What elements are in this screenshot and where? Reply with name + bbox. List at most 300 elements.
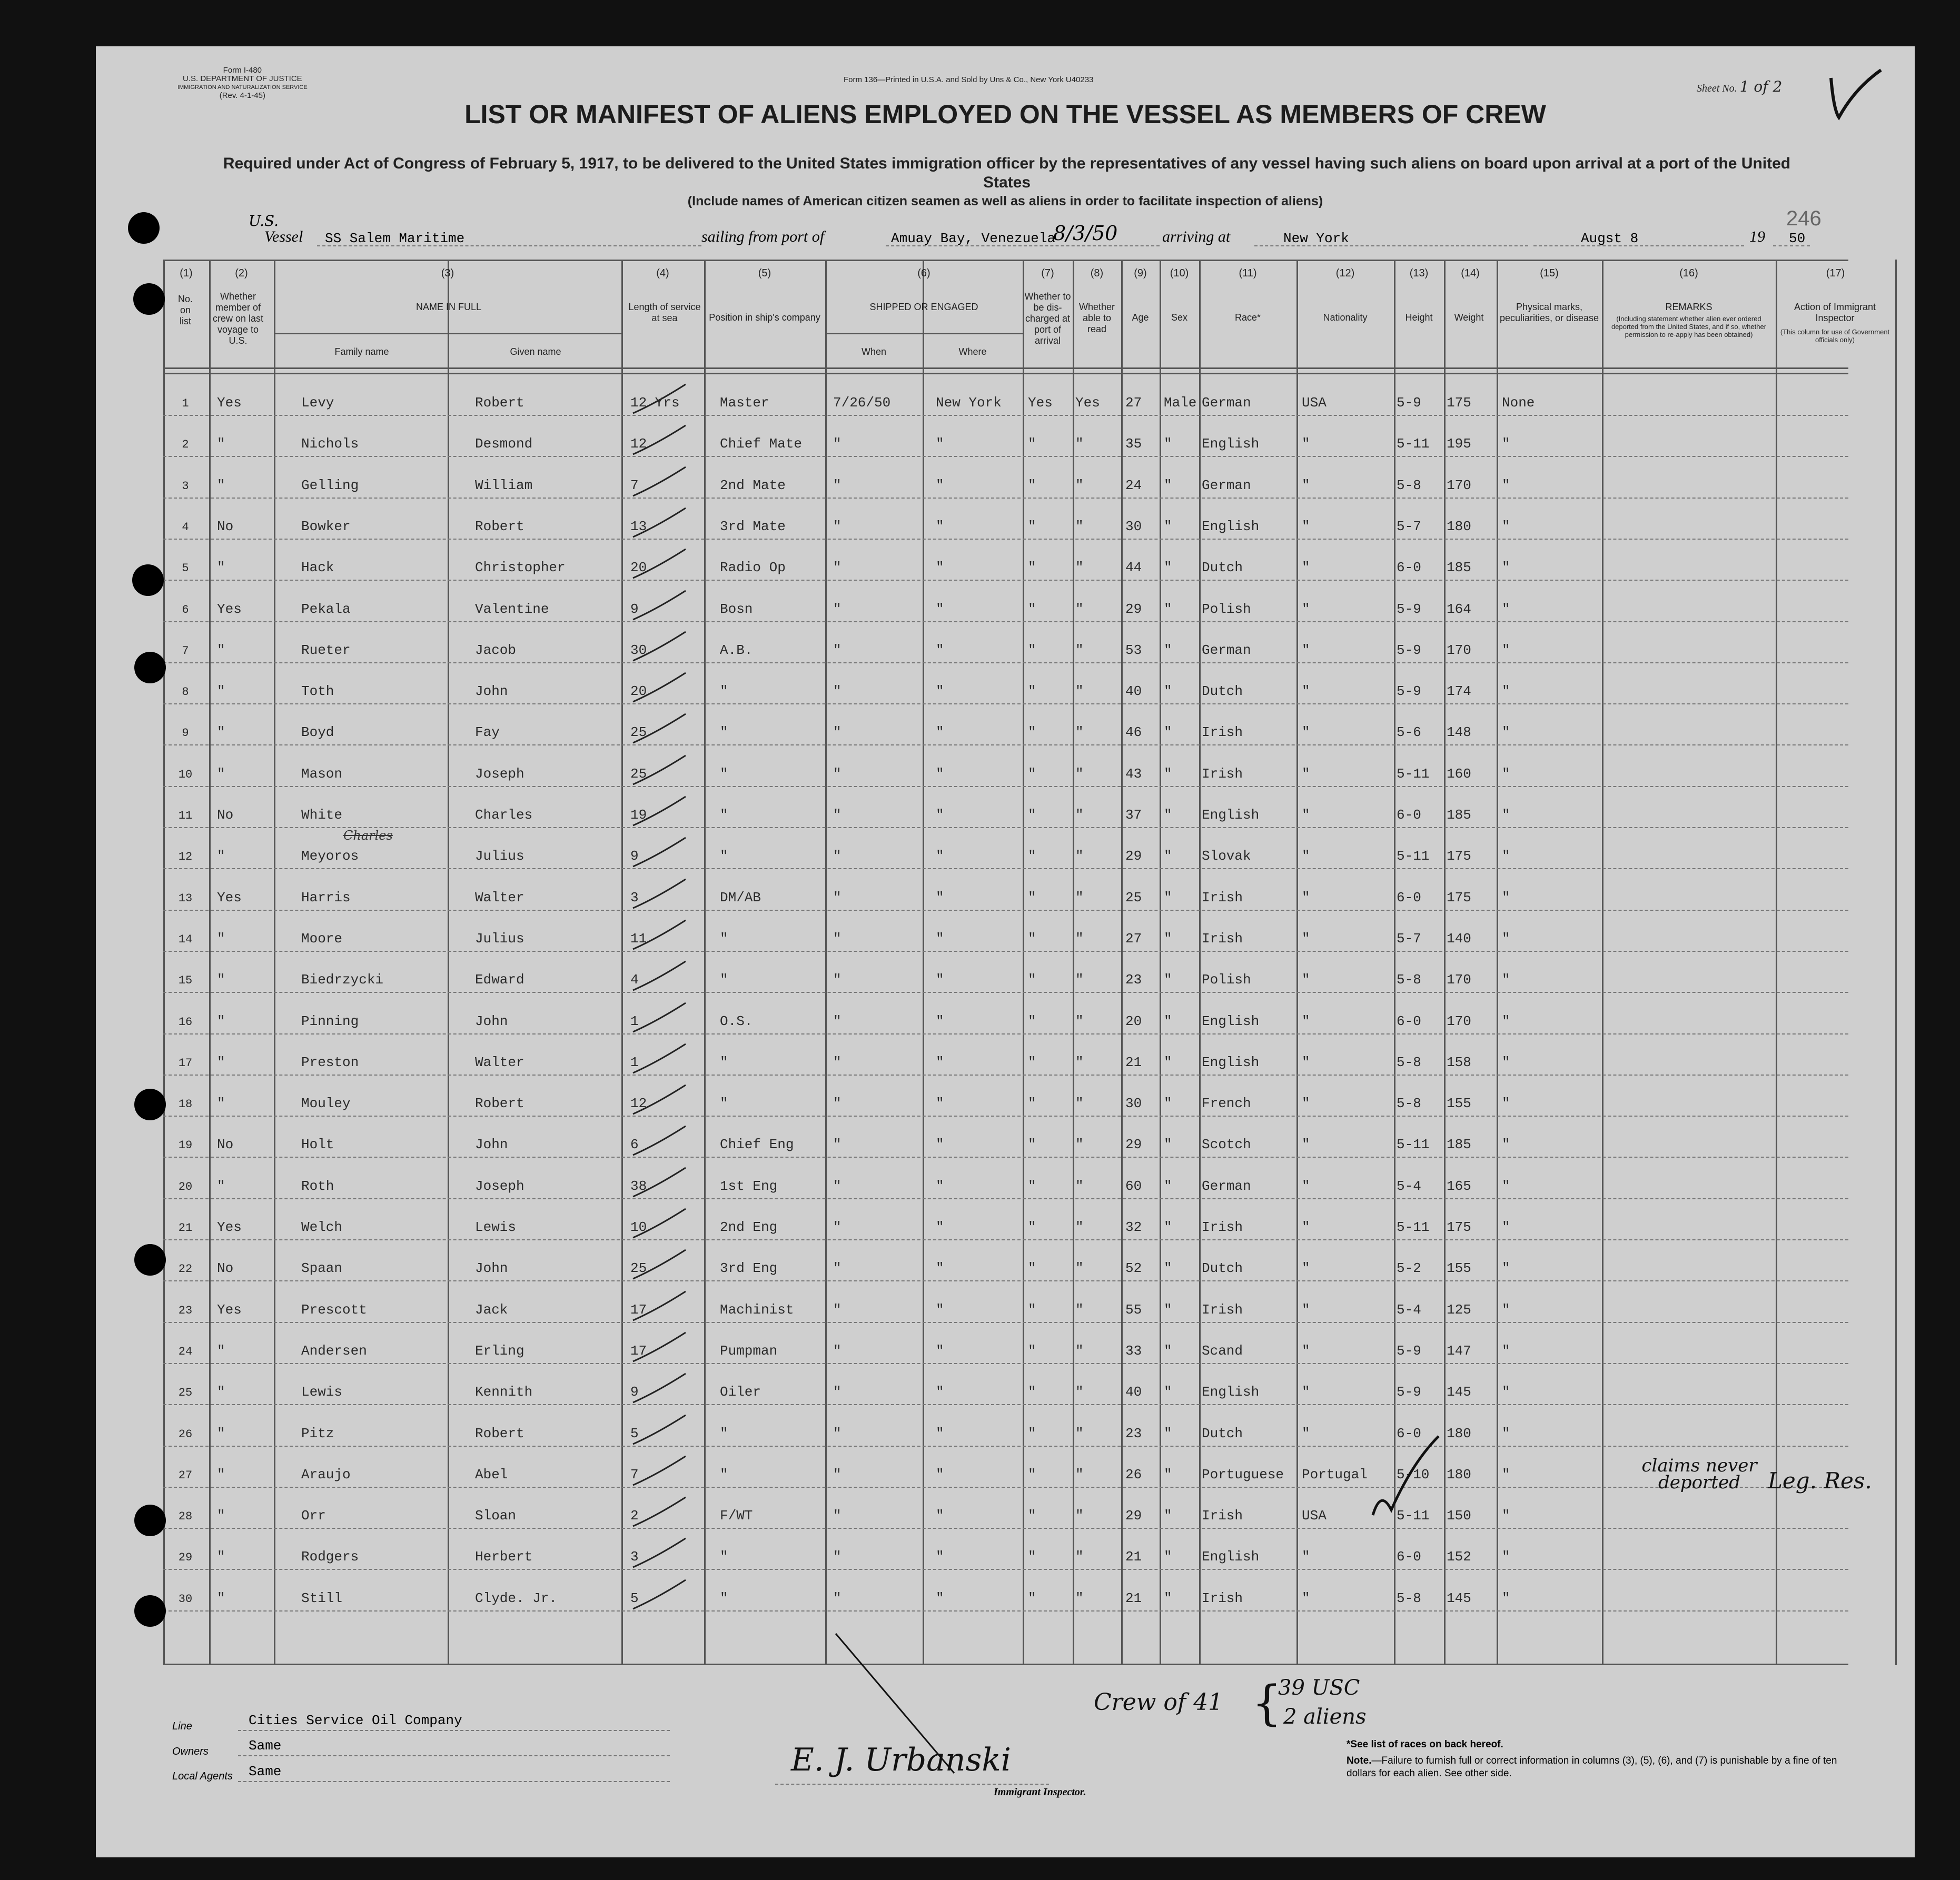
column-rule xyxy=(163,260,165,1665)
cell-disch: " xyxy=(1028,1055,1036,1070)
form-id: Form I-480 xyxy=(223,66,262,75)
cell-n: 4 xyxy=(182,521,189,534)
cell-when: " xyxy=(833,848,842,864)
cell-n: 1 xyxy=(182,397,189,410)
punch-hole xyxy=(133,283,165,315)
cell-service: 5 xyxy=(630,1590,639,1606)
cell-family: Mouley xyxy=(301,1096,351,1111)
cell-race: Portuguese xyxy=(1202,1467,1284,1483)
cell-sex: " xyxy=(1164,848,1172,864)
cell-when: " xyxy=(833,683,842,699)
cell-race: English xyxy=(1202,519,1260,534)
cell-service: 12 xyxy=(630,436,647,452)
cell-sex: " xyxy=(1164,1219,1172,1235)
cell-marks: " xyxy=(1502,683,1510,699)
cell-race: Irish xyxy=(1202,1302,1243,1318)
cell-sex: " xyxy=(1164,1549,1172,1565)
cell-sex: Male xyxy=(1164,395,1197,411)
cell-given: Lewis xyxy=(475,1219,517,1235)
cell-read: " xyxy=(1075,807,1084,823)
cell-nat: " xyxy=(1302,436,1310,452)
cell-read: " xyxy=(1075,1590,1084,1606)
cell-age: 37 xyxy=(1125,807,1142,823)
cell-weight: 175 xyxy=(1447,848,1471,864)
cell-sex: " xyxy=(1164,642,1172,658)
cell-given: John xyxy=(475,683,508,699)
row-rule xyxy=(163,910,1848,911)
cell-family: Welch xyxy=(301,1219,343,1235)
cell-marks: " xyxy=(1502,436,1510,452)
cell-n: 21 xyxy=(178,1221,193,1235)
cell-service: 9 xyxy=(630,601,639,617)
cell-last: " xyxy=(217,1013,225,1029)
cell-age: 55 xyxy=(1125,1302,1142,1318)
cell-age: 25 xyxy=(1125,890,1142,906)
cell-service: 17 xyxy=(630,1302,647,1318)
service-check-stroke xyxy=(630,1495,688,1531)
cell-read: " xyxy=(1075,848,1084,864)
cell-read: " xyxy=(1075,1219,1084,1235)
cell-family: Still xyxy=(301,1590,343,1606)
column-rule xyxy=(1296,260,1298,1665)
cell-given: Joseph xyxy=(475,766,524,782)
cell-family: Pitz xyxy=(301,1426,334,1441)
punch-hole xyxy=(134,1595,166,1627)
cell-family: Preston xyxy=(301,1055,359,1070)
cell-disch: " xyxy=(1028,436,1036,452)
cell-weight: 175 xyxy=(1447,890,1471,906)
cell-nat: " xyxy=(1302,1219,1310,1235)
cell-given: John xyxy=(475,1137,508,1152)
cell-position: Pumpman xyxy=(720,1343,778,1359)
cell-age: 30 xyxy=(1125,519,1142,534)
cell-weight: 158 xyxy=(1447,1055,1471,1070)
row-rule xyxy=(163,744,1848,745)
cell-given: Abel xyxy=(475,1467,508,1483)
cell-sex: " xyxy=(1164,724,1172,740)
cell-service: 30 xyxy=(630,642,647,658)
cell-nat: " xyxy=(1302,519,1310,534)
cell-weight: 147 xyxy=(1447,1343,1471,1359)
cell-weight: 174 xyxy=(1447,683,1471,699)
cell-position: " xyxy=(720,683,728,699)
cell-given: Charles xyxy=(475,807,533,823)
cell-position: " xyxy=(720,1467,728,1483)
cell-family: Pekala xyxy=(301,601,351,617)
cell-last: " xyxy=(217,478,225,493)
cell-service: 17 xyxy=(630,1343,647,1359)
cell-n: 16 xyxy=(178,1016,193,1029)
cell-marks: " xyxy=(1502,478,1510,493)
column-number: (3) xyxy=(441,267,454,279)
cell-service: 1 xyxy=(630,1055,639,1070)
col13-header: Height xyxy=(1405,312,1433,323)
cell-n: 15 xyxy=(178,974,193,987)
row-rule xyxy=(163,1116,1848,1117)
cell-family: Bowker xyxy=(301,519,351,534)
row-rule xyxy=(163,539,1848,540)
column-number: (12) xyxy=(1335,267,1355,279)
cell-service: 7 xyxy=(630,478,639,493)
service-check-stroke xyxy=(630,1371,688,1408)
cell-position: 2nd Mate xyxy=(720,478,786,493)
cell-sex: " xyxy=(1164,1384,1172,1400)
revision: (Rev. 4-1-45) xyxy=(219,91,265,100)
cell-nat: " xyxy=(1302,1384,1310,1400)
cell-when: " xyxy=(833,931,842,947)
cell-height: 6-0 xyxy=(1397,1426,1421,1441)
cell-n: 3 xyxy=(182,480,189,493)
cell-weight: 148 xyxy=(1447,724,1471,740)
column-rule xyxy=(448,260,449,1665)
cell-age: 29 xyxy=(1125,848,1142,864)
cell-given: Fay xyxy=(475,724,500,740)
cell-last: No xyxy=(217,1260,234,1276)
row-rule xyxy=(163,827,1848,828)
cell-position: Chief Eng xyxy=(720,1137,794,1152)
cell-race: Dutch xyxy=(1202,560,1243,575)
cell-age: 53 xyxy=(1125,642,1142,658)
cell-where: " xyxy=(936,1260,944,1276)
cell-when: " xyxy=(833,1467,842,1483)
service-check-stroke xyxy=(630,835,688,872)
cell-race: Irish xyxy=(1202,1508,1243,1524)
col1-header: No. on list xyxy=(177,294,193,326)
cell-given: Joseph xyxy=(475,1178,524,1194)
cell-last: No xyxy=(217,519,234,534)
column-number: (10) xyxy=(1170,267,1189,279)
cell-given: Julius xyxy=(475,931,524,947)
cell-age: 20 xyxy=(1125,1013,1142,1029)
cell-sex: " xyxy=(1164,1178,1172,1194)
crew-of: Crew of 41 xyxy=(1094,1689,1223,1716)
cell-when: " xyxy=(833,1508,842,1524)
line-label: Line xyxy=(172,1720,192,1732)
cell-last: Yes xyxy=(217,601,242,617)
cell-disch: " xyxy=(1028,972,1036,988)
cell-disch: " xyxy=(1028,601,1036,617)
cell-n: 24 xyxy=(178,1345,193,1358)
cell-where: " xyxy=(936,766,944,782)
col17-note: (This column for use of Government officials only) xyxy=(1780,328,1890,344)
cell-disch: " xyxy=(1028,1467,1036,1483)
service-check-stroke xyxy=(630,959,688,996)
inspector-signature: E. J. Urbanski xyxy=(791,1742,1011,1778)
cell-given: Desmond xyxy=(475,436,533,452)
cell-nat: Portugal xyxy=(1302,1467,1368,1483)
cell-sex: " xyxy=(1164,931,1172,947)
cell-last: No xyxy=(217,1137,234,1152)
cell-family: Rueter xyxy=(301,642,351,658)
cell-where: " xyxy=(936,931,944,947)
cell-position: Machinist xyxy=(720,1302,794,1318)
cell-age: 21 xyxy=(1125,1590,1142,1606)
cell-race: Scand xyxy=(1202,1343,1243,1359)
col2-header: Whether member of crew on last voyage to U.S. xyxy=(212,291,264,346)
cell-when: " xyxy=(833,1219,842,1235)
cell-where: " xyxy=(936,1384,944,1400)
cell-last: Yes xyxy=(217,890,242,906)
row-rule xyxy=(163,1033,1848,1035)
cell-last: " xyxy=(217,931,225,947)
cell-position: 1st Eng xyxy=(720,1178,778,1194)
punch-hole xyxy=(134,1244,166,1276)
cell-disch: " xyxy=(1028,642,1036,658)
cell-nat: " xyxy=(1302,890,1310,906)
column-rule xyxy=(704,260,706,1665)
col3b-header: Given name xyxy=(510,346,561,357)
column-number: (5) xyxy=(758,267,771,279)
cell-race: English xyxy=(1202,1013,1260,1029)
punch-hole xyxy=(134,652,166,683)
col15-header: Physical marks, peculiarities, or disease xyxy=(1499,302,1599,323)
owners-label: Owners xyxy=(172,1746,209,1757)
cell-position: " xyxy=(720,931,728,947)
cell-where: " xyxy=(936,1219,944,1235)
cell-when: " xyxy=(833,601,842,617)
cell-weight: 185 xyxy=(1447,560,1471,575)
cell-sex: " xyxy=(1164,1260,1172,1276)
cell-where: New York xyxy=(936,395,1002,411)
row-rule xyxy=(163,786,1848,787)
cell-where: " xyxy=(936,560,944,575)
col6b-header: Where xyxy=(958,346,987,357)
cell-disch: " xyxy=(1028,1426,1036,1441)
line-value: Cities Service Oil Company xyxy=(249,1713,462,1728)
cell-marks: None xyxy=(1502,395,1535,411)
cell-read: " xyxy=(1075,1178,1084,1194)
cell-when: " xyxy=(833,436,842,452)
row-rule xyxy=(163,621,1848,622)
arriving-port: New York xyxy=(1283,231,1349,246)
cell-position: " xyxy=(720,972,728,988)
cell-race: Scotch xyxy=(1202,1137,1251,1152)
cell-read: " xyxy=(1075,1013,1084,1029)
row-rule xyxy=(163,1280,1848,1281)
row-rule xyxy=(163,1198,1848,1199)
cell-given: Walter xyxy=(475,890,524,906)
column-number: (2) xyxy=(235,267,248,279)
cell-where: " xyxy=(936,1096,944,1111)
cell-last: " xyxy=(217,1096,225,1111)
service-check-stroke xyxy=(630,1041,688,1078)
col9-header: Age xyxy=(1132,312,1149,323)
cell-age: 23 xyxy=(1125,972,1142,988)
cell-when: " xyxy=(833,1343,842,1359)
cell-age: 27 xyxy=(1125,931,1142,947)
cell-height: 6-0 xyxy=(1397,807,1421,823)
cell-sex: " xyxy=(1164,1590,1172,1606)
cell-height: 5-2 xyxy=(1397,1260,1421,1276)
cell-marks: " xyxy=(1502,766,1510,782)
cell-position: Bosn xyxy=(720,601,753,617)
cell-service: 12 Yrs xyxy=(630,395,680,411)
cell-race: Irish xyxy=(1202,1590,1243,1606)
cell-last: " xyxy=(217,1549,225,1565)
cell-n: 25 xyxy=(178,1386,193,1399)
cell-weight: 170 xyxy=(1447,1013,1471,1029)
cell-n: 12 xyxy=(178,850,193,863)
row-rule xyxy=(163,1446,1848,1447)
cell-weight: 175 xyxy=(1447,1219,1471,1235)
cell-read: " xyxy=(1075,1384,1084,1400)
cell-race: English xyxy=(1202,1055,1260,1070)
sail-date: 8/3/50 xyxy=(1053,222,1118,245)
cell-weight: 125 xyxy=(1447,1302,1471,1318)
cell-given: Robert xyxy=(475,519,524,534)
column-number: (4) xyxy=(656,267,669,279)
cell-given: Robert xyxy=(475,395,524,411)
cell-read: " xyxy=(1075,436,1084,452)
service-check-stroke xyxy=(630,877,688,913)
row-rule xyxy=(163,580,1848,581)
cell-marks: " xyxy=(1502,1013,1510,1029)
cell-when: " xyxy=(833,478,842,493)
cell-last: " xyxy=(217,1426,225,1441)
cell-family: Mason xyxy=(301,766,343,782)
cell-age: 33 xyxy=(1125,1343,1142,1359)
cell-sex: " xyxy=(1164,601,1172,617)
cell-disch: " xyxy=(1028,683,1036,699)
cell-age: 21 xyxy=(1125,1549,1142,1565)
cell-marks: " xyxy=(1502,1055,1510,1070)
cell-family: Boyd xyxy=(301,724,334,740)
year: 50 xyxy=(1789,231,1806,246)
sheet-number xyxy=(1697,78,1782,95)
cell-sex: " xyxy=(1164,1426,1172,1441)
cell-read: Yes xyxy=(1075,395,1100,411)
column-rule xyxy=(1160,260,1161,1665)
cell-last: " xyxy=(217,848,225,864)
cell-family: Spaan xyxy=(301,1260,343,1276)
cell-sex: " xyxy=(1164,807,1172,823)
cell-position: DM/AB xyxy=(720,890,761,906)
cell-disch: Yes xyxy=(1028,395,1053,411)
cell-where: " xyxy=(936,1302,944,1318)
service-check-stroke xyxy=(630,464,688,501)
cell-disch: " xyxy=(1028,1302,1036,1318)
cell-nat: USA xyxy=(1302,395,1327,411)
punch-hole xyxy=(132,564,164,596)
cell-height: 5-7 xyxy=(1397,519,1421,534)
row-rule xyxy=(163,415,1848,416)
cell-height: 6-0 xyxy=(1397,1549,1421,1565)
column-rule xyxy=(1121,260,1123,1665)
cell-marks: " xyxy=(1502,724,1510,740)
cell-given: Clyde. Jr. xyxy=(475,1590,558,1606)
col4-header: Length of service at sea xyxy=(628,302,701,323)
cell-nat: " xyxy=(1302,1302,1310,1318)
cell-disch: " xyxy=(1028,766,1036,782)
cell-disch: " xyxy=(1028,1384,1036,1400)
cell-read: " xyxy=(1075,1426,1084,1441)
cell-last: " xyxy=(217,1343,225,1359)
service-check-stroke xyxy=(630,588,688,625)
cell-family: Prescott xyxy=(301,1302,367,1318)
cell-family: Gelling xyxy=(301,478,359,493)
cell-read: " xyxy=(1075,1096,1084,1111)
cell-when: " xyxy=(833,1384,842,1400)
note-label: Note. xyxy=(1347,1755,1372,1766)
cell-disch: " xyxy=(1028,1590,1036,1606)
cell-read: " xyxy=(1075,972,1084,988)
cell-nat: " xyxy=(1302,1549,1310,1565)
cell-race: Polish xyxy=(1202,601,1251,617)
column-rule xyxy=(1023,260,1024,1665)
cell-service: 13 xyxy=(630,519,647,534)
row-rule xyxy=(163,498,1848,499)
cell-where: " xyxy=(936,519,944,534)
cell-when: " xyxy=(833,1178,842,1194)
agents-label: Local Agents xyxy=(172,1770,233,1782)
cell-n: 20 xyxy=(178,1180,193,1193)
punch-hole xyxy=(128,212,160,244)
cell-disch: " xyxy=(1028,1178,1036,1194)
cell-last: " xyxy=(217,1467,225,1483)
cell-height: 5-9 xyxy=(1397,1384,1421,1400)
arrival-date: Augst 8 xyxy=(1581,231,1639,246)
cell-sex: " xyxy=(1164,1467,1172,1483)
col12-header: Nationality xyxy=(1323,312,1368,323)
cell-nat: " xyxy=(1302,1055,1310,1070)
cell-given: Herbert xyxy=(475,1549,533,1565)
cell-position: " xyxy=(720,1055,728,1070)
cell-marks: " xyxy=(1502,519,1510,534)
cell-read: " xyxy=(1075,931,1084,947)
action-27: Leg. Res. xyxy=(1768,1468,1872,1494)
cell-marks: " xyxy=(1502,1178,1510,1194)
cell-where: " xyxy=(936,1467,944,1483)
cell-last: " xyxy=(217,1178,225,1194)
cell-service: 38 xyxy=(630,1178,647,1194)
cell-position: " xyxy=(720,1426,728,1441)
cell-disch: " xyxy=(1028,1508,1036,1524)
cell-sex: " xyxy=(1164,766,1172,782)
form-id-block xyxy=(177,66,308,100)
cell-where: " xyxy=(936,1055,944,1070)
column-rule xyxy=(1444,260,1446,1665)
cell-disch: " xyxy=(1028,1137,1036,1152)
column-rule xyxy=(825,260,827,1665)
cell-nat: USA xyxy=(1302,1508,1327,1524)
cell-n: 28 xyxy=(178,1510,193,1523)
cell-position: 3rd Eng xyxy=(720,1260,778,1276)
cell-position: " xyxy=(720,1590,728,1606)
cell-service: 7 xyxy=(630,1467,639,1483)
cell-family: Holt xyxy=(301,1137,334,1152)
cell-weight: 155 xyxy=(1447,1260,1471,1276)
cell-where: " xyxy=(936,724,944,740)
cell-sex: " xyxy=(1164,560,1172,575)
cell-last: " xyxy=(217,560,225,575)
cell-age: 30 xyxy=(1125,1096,1142,1111)
cell-when: " xyxy=(833,560,842,575)
stamp-number: 246 xyxy=(1786,207,1822,230)
cell-sex: " xyxy=(1164,1302,1172,1318)
column-number: (17) xyxy=(1826,267,1845,279)
cell-given: Sloan xyxy=(475,1508,517,1524)
cell-read: " xyxy=(1075,766,1084,782)
cell-service: 3 xyxy=(630,1549,639,1565)
cell-disch: " xyxy=(1028,1343,1036,1359)
cell-race: French xyxy=(1202,1096,1251,1111)
service-check-stroke xyxy=(630,1123,688,1160)
service: IMMIGRATION AND NATURALIZATION SERVICE xyxy=(177,84,308,91)
cell-height: 5-11 xyxy=(1397,436,1430,452)
column-number: (14) xyxy=(1461,267,1480,279)
cell-height: 5-11 xyxy=(1397,1137,1430,1152)
cell-when: " xyxy=(833,766,842,782)
